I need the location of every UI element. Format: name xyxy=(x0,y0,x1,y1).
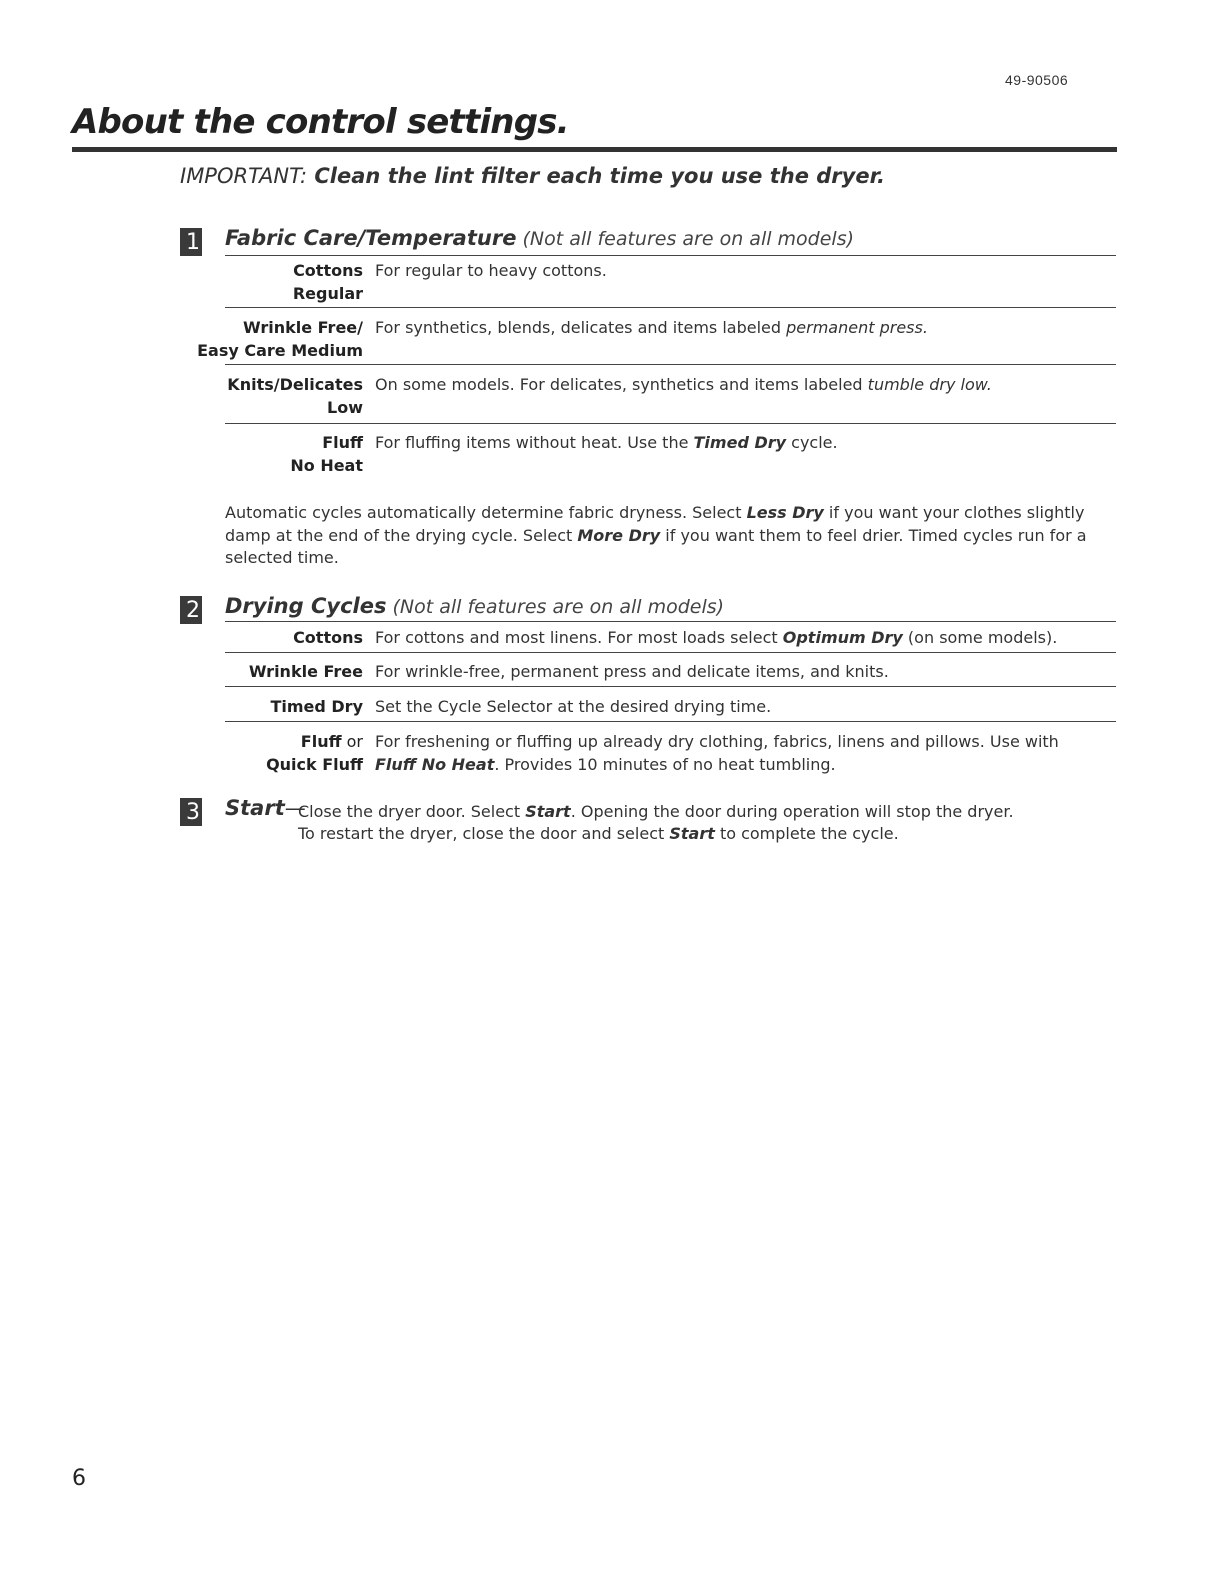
desc-emphasis: permanent press. xyxy=(786,318,928,337)
para-emphasis: Less Dry xyxy=(746,503,824,522)
desc-emphasis: Timed Dry xyxy=(693,433,787,452)
start-line-1 xyxy=(298,800,1014,823)
important-text: Clean the lint filter each time you use the dryer. xyxy=(307,164,885,188)
term-line-1: Wrinkle Free/ xyxy=(242,318,363,337)
setting-term xyxy=(290,431,363,477)
row-divider xyxy=(225,721,1116,722)
section-3-title xyxy=(225,796,306,820)
start-line-2 xyxy=(298,822,899,845)
section-2-heading xyxy=(225,594,724,618)
desc-text: cycle. xyxy=(786,433,838,452)
para-text: if you want your clothes slightly damp at the end of the drying cycle. Select xyxy=(225,503,1085,545)
desc-text: (on some models). xyxy=(902,628,1058,647)
cycle-description: For wrinkle-free, permanent press and delicate items, and knits. xyxy=(375,662,889,681)
row-divider xyxy=(225,307,1116,308)
term-line-1: Cottons xyxy=(293,261,363,280)
desc-text: For synthetics, blends, delicates and items labeled xyxy=(375,318,787,337)
section-2-rule xyxy=(225,621,1116,622)
cycle-description: Set the Cycle Selector at the desired drying time. xyxy=(375,697,772,716)
section-1-title: Fabric Care/Temperature xyxy=(225,226,517,250)
term-line-2: Easy Care Medium xyxy=(197,341,363,360)
desc-emphasis: tumble dry low. xyxy=(867,375,992,394)
term-line-1: Fluff xyxy=(300,732,342,751)
desc-text: For cottons and most linens. For most loads select xyxy=(375,628,783,647)
start-text: To restart the dryer, close the door and select xyxy=(298,824,670,843)
term-line-1: Fluff xyxy=(322,433,363,452)
desc-emphasis: Fluff No Heat xyxy=(375,755,495,774)
setting-term xyxy=(227,373,363,419)
section-2-title: Drying Cycles xyxy=(225,594,387,618)
para-text: if you want them to feel drier. Timed cycles run for a selected time. xyxy=(225,525,1087,567)
setting-description xyxy=(375,316,1095,339)
desc-line-1: For freshening or fluffing up already dry clothing, fabrics, linens and pillows. Use with xyxy=(375,732,1059,751)
title-rule xyxy=(72,147,1117,152)
desc-text: For fluffing items without heat. Use the xyxy=(375,433,694,452)
start-dash: — xyxy=(284,796,306,820)
term-line-2: Regular xyxy=(292,284,363,303)
start-emphasis: Start xyxy=(669,824,715,843)
term-connector: or xyxy=(341,732,363,751)
term-line-2: No Heat xyxy=(290,456,363,475)
setting-description: For regular to heavy cottons. xyxy=(375,261,607,280)
para-emphasis: More Dry xyxy=(577,525,661,545)
start-text: Close the dryer door. Select xyxy=(298,802,526,821)
setting-term xyxy=(197,316,363,362)
document-number: 49-90506 xyxy=(1005,72,1069,88)
section-3-badge: 3 xyxy=(180,798,202,826)
important-notice xyxy=(180,164,885,188)
desc-text: On some models. For delicates, synthetics and items labeled xyxy=(375,375,868,394)
start-title-text: Start xyxy=(225,796,285,820)
automatic-cycles-paragraph xyxy=(225,502,1115,570)
cycle-description xyxy=(375,626,1095,649)
page-title: About the control settings. xyxy=(72,102,569,142)
row-divider xyxy=(225,652,1116,653)
term-line-2: Low xyxy=(327,398,363,417)
page-number: 6 xyxy=(72,1466,86,1491)
important-lead: IMPORTANT: xyxy=(180,164,308,188)
row-divider xyxy=(225,423,1116,424)
section-1-rule xyxy=(225,255,1116,256)
section-1-badge: 1 xyxy=(180,228,202,256)
setting-term xyxy=(293,259,363,305)
cycle-term xyxy=(266,730,363,776)
cycle-term: Cottons xyxy=(293,628,363,647)
para-text: Automatic cycles automatically determine fabric dryness. Select xyxy=(225,503,747,522)
start-text: to complete the cycle. xyxy=(714,824,899,843)
section-2-note: (Not all features are on all models) xyxy=(386,596,725,618)
desc-emphasis: Optimum Dry xyxy=(782,628,903,647)
cycle-term: Timed Dry xyxy=(270,697,363,716)
cycle-description xyxy=(375,730,1095,776)
section-1-heading xyxy=(225,226,854,250)
cycle-term: Wrinkle Free xyxy=(248,662,363,681)
start-text: . Opening the door during operation will stop the dryer. xyxy=(570,802,1014,821)
section-1-note: (Not all features are on all models) xyxy=(516,228,855,250)
section-2-badge: 2 xyxy=(180,596,202,624)
term-line-1: Knits/Delicates xyxy=(227,375,363,394)
start-emphasis: Start xyxy=(525,802,571,821)
row-divider xyxy=(225,686,1116,687)
row-divider xyxy=(225,364,1116,365)
setting-description xyxy=(375,373,1095,396)
term-line-2: Quick Fluff xyxy=(266,755,363,774)
setting-description xyxy=(375,431,1095,454)
desc-text: . Provides 10 minutes of no heat tumbling. xyxy=(494,755,836,774)
